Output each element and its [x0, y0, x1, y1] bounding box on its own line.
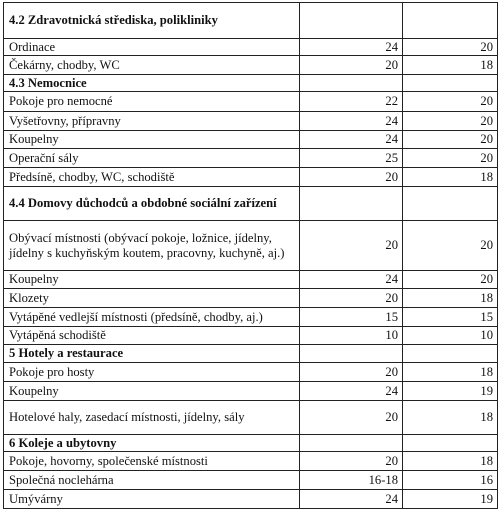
room-type-cell: Pokoje pro hosty	[4, 363, 300, 382]
value-cell-a: 20	[300, 401, 403, 435]
value-cell-b: 18	[403, 168, 498, 187]
section-header-row	[4, 435, 498, 452]
table-row	[4, 271, 498, 289]
room-type-cell: Čekárny, chodby, WC	[4, 56, 300, 75]
value-cell-b: 18	[403, 363, 498, 382]
room-type-cell: Umývárny	[4, 490, 300, 509]
value-cell-a: 10	[300, 327, 403, 345]
value-cell-a: 20	[300, 168, 403, 187]
room-type-cell: Pokoje pro nemocné	[4, 92, 300, 112]
room-type-cell: Pokoje, hovorny, společenské místnosti	[4, 452, 300, 471]
room-type-cell: Klozety	[4, 289, 300, 308]
value-cell-a: 24	[300, 131, 403, 149]
value-cell-a: 20	[300, 363, 403, 382]
value-cell-a: 16-18	[300, 471, 403, 490]
room-type-cell: Předsíně, chodby, WC, schodiště	[4, 168, 300, 187]
table-row	[4, 471, 498, 490]
value-cell-a: 24	[300, 382, 403, 401]
value-cell-a: 25	[300, 149, 403, 168]
value-cell-b: 10	[403, 327, 498, 345]
footnote	[3, 516, 497, 524]
table-row	[4, 327, 498, 345]
table-body	[4, 3, 498, 509]
value-cell-a: 24	[300, 112, 403, 131]
table-row	[4, 92, 498, 112]
room-type-cell: Vytápěné vedlejší místnosti (předsíně, chodby, aj.)	[4, 308, 300, 327]
table-row	[4, 401, 498, 435]
value-cell-a: 20	[300, 289, 403, 308]
value-cell-a	[300, 75, 403, 92]
room-type-cell: Společná noclehárna	[4, 471, 300, 490]
room-type-cell: Hotelové haly, zasedací místnosti, jídelny, sály	[4, 401, 300, 435]
value-cell-b: 19	[403, 490, 498, 509]
value-cell-b: 20	[403, 131, 498, 149]
value-cell-a: 20	[300, 452, 403, 471]
value-cell-b: 20	[403, 92, 498, 112]
section-title: 4.3 Nemocnice	[4, 75, 300, 92]
table-row	[4, 363, 498, 382]
value-cell-b: 20	[403, 221, 498, 271]
section-header-row	[4, 345, 498, 363]
value-cell-b	[403, 345, 498, 363]
section-title: 6 Koleje a ubytovny	[4, 435, 300, 452]
value-cell-b: 19	[403, 382, 498, 401]
value-cell-a: 24	[300, 271, 403, 289]
value-cell-b	[403, 187, 498, 221]
table-row	[4, 452, 498, 471]
room-type-cell: Operační sály	[4, 149, 300, 168]
table-row	[4, 382, 498, 401]
room-type-cell: Koupelny	[4, 271, 300, 289]
table-row	[4, 289, 498, 308]
value-cell-b: 18	[403, 401, 498, 435]
value-cell-a	[300, 3, 403, 39]
value-cell-a: 22	[300, 92, 403, 112]
value-cell-a: 24	[300, 39, 403, 56]
room-type-cell: Obývací místnosti (obývací pokoje, ložnice, jídelny, jídelny s kuchyňským koutem, pracovny, kuchyně, aj.)	[4, 221, 300, 271]
table-row	[4, 149, 498, 168]
section-title: 4.4 Domovy důchodců a obdobné sociální zařízení	[4, 187, 300, 221]
room-type-cell: Koupelny	[4, 131, 300, 149]
value-cell-a: 24	[300, 490, 403, 509]
value-cell-b: 18	[403, 289, 498, 308]
section-title: 5 Hotely a restaurace	[4, 345, 300, 363]
table-row	[4, 221, 498, 271]
value-cell-a	[300, 345, 403, 363]
section-header-row	[4, 187, 498, 221]
value-cell-b: 15	[403, 308, 498, 327]
table-row	[4, 168, 498, 187]
table-row	[4, 112, 498, 131]
value-cell-a: 20	[300, 221, 403, 271]
value-cell-b: 20	[403, 39, 498, 56]
table-row	[4, 131, 498, 149]
value-cell-b: 20	[403, 112, 498, 131]
table-row	[4, 39, 498, 56]
value-cell-b: 20	[403, 149, 498, 168]
table-row	[4, 490, 498, 509]
room-type-cell: Ordinace	[4, 39, 300, 56]
value-cell-b	[403, 3, 498, 39]
value-cell-b	[403, 75, 498, 92]
value-cell-b: 18	[403, 56, 498, 75]
section-header-row	[4, 75, 498, 92]
room-type-cell: Vyšetřovny, přípravny	[4, 112, 300, 131]
value-cell-a	[300, 187, 403, 221]
value-cell-b: 20	[403, 271, 498, 289]
room-type-cell: Vytápěná schodiště	[4, 327, 300, 345]
room-type-cell: Koupelny	[4, 382, 300, 401]
temperature-table	[3, 2, 498, 509]
table-row	[4, 308, 498, 327]
value-cell-a: 15	[300, 308, 403, 327]
value-cell-b: 18	[403, 452, 498, 471]
value-cell-b: 16	[403, 471, 498, 490]
value-cell-b	[403, 435, 498, 452]
value-cell-a	[300, 435, 403, 452]
table-row	[4, 56, 498, 75]
value-cell-a: 20	[300, 56, 403, 75]
section-header-row	[4, 3, 498, 39]
section-title: 4.2 Zdravotnická střediska, polikliniky	[4, 3, 300, 39]
